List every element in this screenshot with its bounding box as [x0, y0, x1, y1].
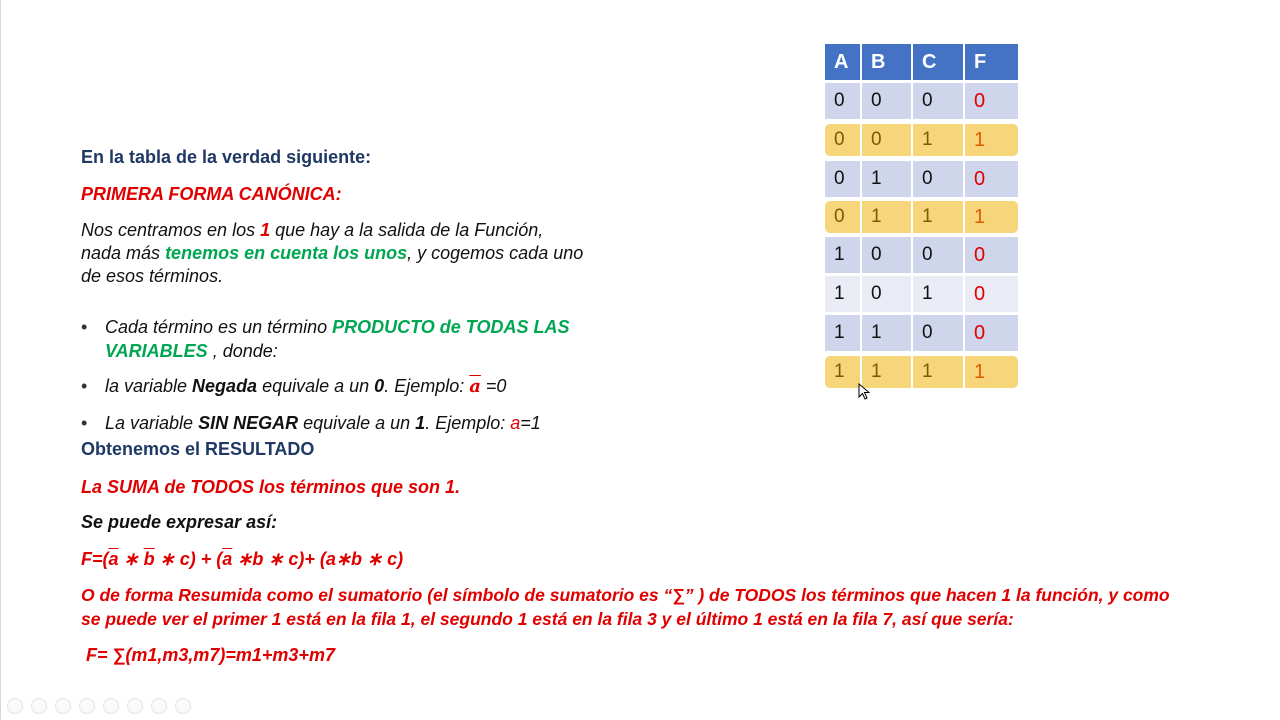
- table-cell: 1: [825, 354, 862, 390]
- heading: PRIMERA FORMA CANÓNICA:: [81, 184, 342, 204]
- table-cell: 1: [862, 199, 913, 235]
- table-cell: 0: [862, 276, 913, 312]
- table-cell: 1: [974, 206, 986, 228]
- table-cell: 1: [913, 122, 965, 158]
- bullet-dot: •: [81, 376, 88, 396]
- table-row-highlighted: [825, 354, 1018, 392]
- table-cell: 0: [913, 161, 965, 197]
- bullet-1-line-1: Cada término es un término PRODUCTO de TODAS LAS: [105, 317, 570, 337]
- table-cell: 0: [965, 237, 1018, 273]
- table-cell: 1: [825, 276, 862, 312]
- search-icon[interactable]: [103, 698, 119, 714]
- paragraph-line-2: nada más tenemos en cuenta los unos, y cogemos cada uno: [81, 243, 584, 263]
- bullet-2: la variable Negada equivale a un 0. Ejemplo: $\overline{a} =0$: [105, 376, 507, 397]
- cursor-icon: [858, 383, 870, 401]
- resumida-line-2: se puede ver el primer 1 está en la fila 1, el segundo 1 está en la fila 3 y el último 1 está en la fila 7, así que sería:: [81, 609, 1014, 629]
- resumida-line-1: O de forma Resumida como el sumatorio (el símbolo de sumatorio es “∑” ) de TODOS los términos que hacen 1 la función, y como: [81, 585, 1170, 605]
- table-cell: 1: [825, 237, 862, 273]
- table-cell: 1: [913, 354, 965, 390]
- table-row-highlighted: [825, 199, 1018, 237]
- paragraph-line-3: de esos términos.: [81, 266, 224, 286]
- table-cell: 0: [825, 83, 862, 119]
- table-cell: 1: [862, 354, 913, 390]
- intro-text: En la tabla de la verdad siguiente:: [81, 147, 372, 167]
- copy-icon[interactable]: [79, 698, 95, 714]
- table-cell: 0: [965, 315, 1018, 351]
- table-cell: 0: [862, 83, 913, 119]
- bullet-dot: •: [81, 413, 88, 433]
- table-cell: 0: [965, 83, 1018, 119]
- table-cell: 1: [974, 361, 986, 383]
- result-title: Obtenemos el RESULTADO: [81, 439, 315, 459]
- table-row-highlighted: [825, 122, 1018, 160]
- back-icon[interactable]: [7, 698, 23, 714]
- pen-icon[interactable]: [55, 698, 71, 714]
- play-icon[interactable]: [31, 698, 47, 714]
- header-cell: A: [825, 44, 862, 80]
- table-cell: 1: [974, 129, 986, 151]
- table-cell: 0: [862, 122, 913, 158]
- table-row: [825, 315, 1018, 353]
- express-text: Se puede expresar así:: [81, 512, 278, 532]
- table-cell: 0: [862, 237, 913, 273]
- table-cell: 0: [913, 83, 965, 119]
- table-cell: 0: [825, 161, 862, 197]
- formula: $F=(\overline{a}$ ∗ $\overline{b}$ ∗ $c) + (\overline{a}$ ∗b ∗ c)+ (a∗b ∗ c): [81, 549, 404, 569]
- suma-text: La SUMA de TODOS los términos que son 1.: [81, 477, 461, 497]
- table-cell: 1: [913, 199, 965, 235]
- header-cell: B: [862, 44, 913, 80]
- table-header: [825, 44, 1018, 82]
- header-cell: C: [913, 44, 965, 80]
- table-row: [825, 83, 1018, 121]
- bullet-1-line-2: VARIABLES , donde:: [105, 341, 278, 361]
- table-cell: 0: [913, 315, 965, 351]
- slides-icon[interactable]: [127, 698, 143, 714]
- table-cell: 0: [913, 237, 965, 273]
- table-cell: 0: [965, 276, 1018, 312]
- table-cell: 1: [862, 315, 913, 351]
- final-formula: F= ∑(m1,m3,m7)=m1+m3+m7: [86, 645, 335, 665]
- more-icon[interactable]: [175, 698, 191, 714]
- table-row: [825, 276, 1018, 314]
- bullet-3: La variable SIN NEGAR equivale a un 1. Ejemplo: a=1: [105, 413, 541, 433]
- table-cell: 0: [965, 161, 1018, 197]
- table-cell: 1: [913, 276, 965, 312]
- table-cell: 1: [825, 315, 862, 351]
- table-cell: 1: [862, 161, 913, 197]
- paragraph-line-1: Nos centramos en los 1 que hay a la salida de la Función,: [81, 220, 544, 240]
- table-cell: 0: [825, 122, 862, 158]
- screen-icon[interactable]: [151, 698, 167, 714]
- table-row: [825, 161, 1018, 199]
- table-cell: 0: [825, 199, 862, 235]
- header-cell: F: [965, 44, 1018, 80]
- bullet-dot: •: [81, 317, 88, 337]
- table-row: [825, 237, 1018, 275]
